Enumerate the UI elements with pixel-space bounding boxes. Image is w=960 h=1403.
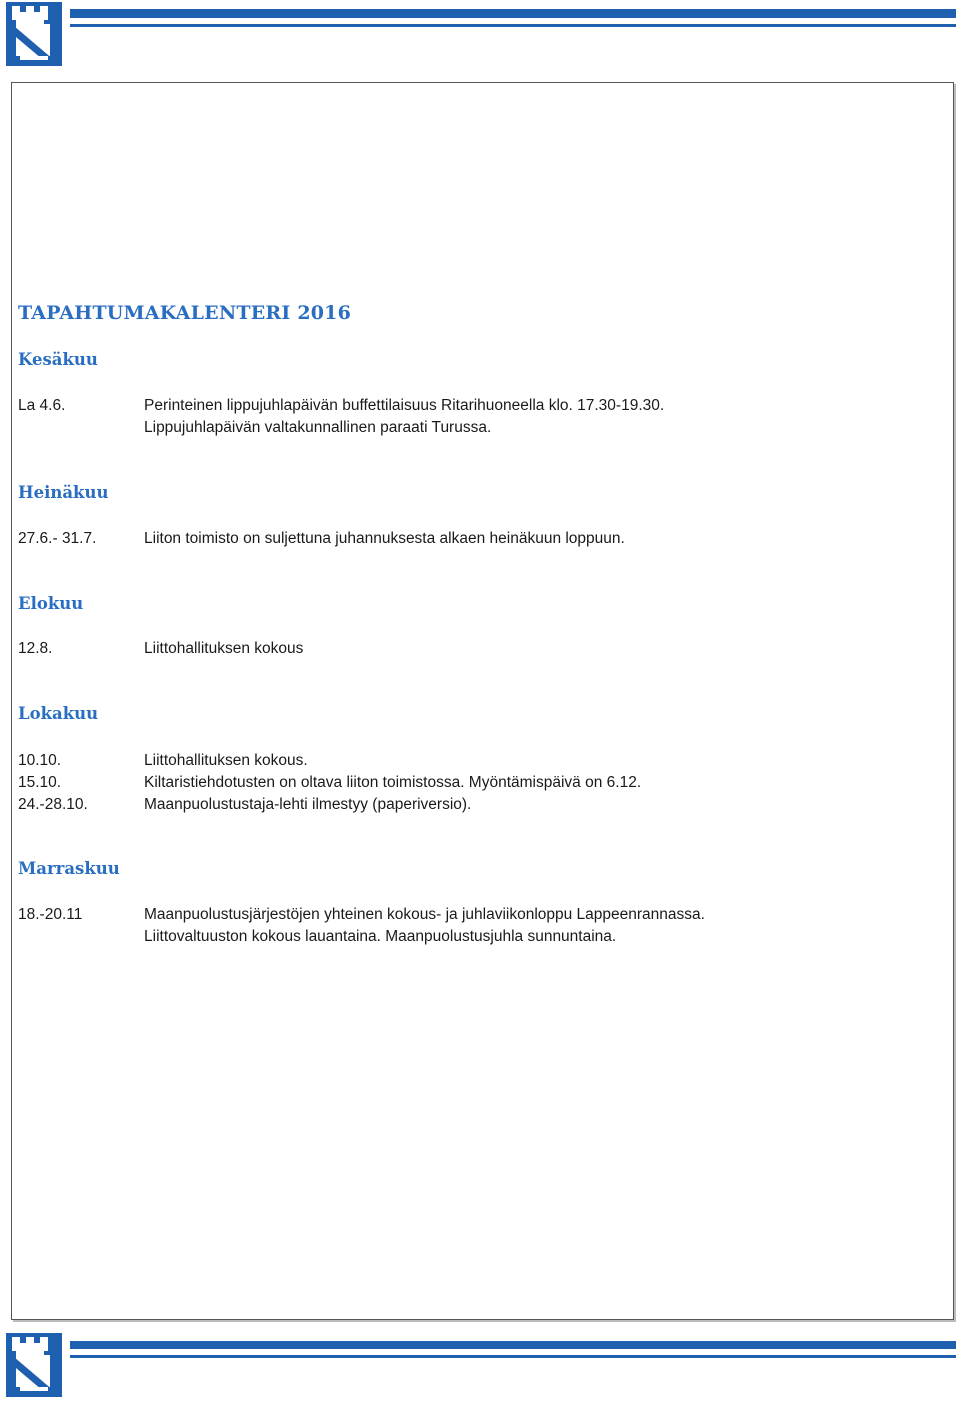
- event-description: Liittohallituksen kokous: [144, 640, 304, 657]
- event-date: 18.-20.11: [18, 906, 83, 923]
- footer-band-thick: [70, 1341, 956, 1349]
- event-description: Liiton toimisto on suljettuna juhannuksesta alkaen heinäkuun loppuun.: [144, 530, 625, 547]
- event-date: 27.6.- 31.7.: [18, 530, 97, 547]
- event-date: 24.-28.10.: [18, 796, 88, 813]
- event-description: Kiltaristiehdotusten on oltava liiton toimistossa. Myöntämispäivä on 6.12.: [144, 774, 642, 791]
- month-heading-elokuu: Elokuu: [18, 594, 84, 613]
- event-description: Perinteinen lippujuhlapäivän buffettilaisuus Ritarihuoneella klo. 17.30-19.30.: [144, 397, 665, 414]
- content-frame: [11, 82, 954, 1320]
- event-description: Maanpuolustustaja-lehti ilmestyy (paperiversio).: [144, 796, 472, 813]
- event-date: 12.8.: [18, 640, 53, 657]
- event-description: Maanpuolustusjärjestöjen yhteinen kokous- ja juhlaviikonloppu Lappeenrannassa.: [144, 906, 705, 923]
- event-date: 15.10.: [18, 774, 62, 791]
- event-date: La 4.6.: [18, 397, 66, 414]
- month-heading-lokakuu: Lokakuu: [18, 704, 99, 723]
- event-date: 10.10.: [18, 752, 62, 769]
- page-title: TAPAHTUMAKALENTERI 2016: [18, 302, 352, 324]
- header-band-thick: [70, 9, 956, 18]
- month-heading-marraskuu: Marraskuu: [18, 859, 120, 878]
- footer-band-thin: [70, 1355, 956, 1358]
- event-description: Liittovaltuuston kokous lauantaina. Maanpuolustusjuhla sunnuntaina.: [144, 928, 617, 945]
- month-heading-heinakuu: Heinäkuu: [18, 483, 109, 502]
- castle-tower-shield-icon: [6, 1333, 62, 1397]
- month-heading-kesakuu: Kesäkuu: [18, 350, 98, 369]
- castle-tower-shield-icon: [6, 2, 62, 66]
- event-description: Lippujuhlapäivän valtakunnallinen paraati Turussa.: [144, 419, 492, 436]
- logo-top: [6, 2, 62, 66]
- logo-bottom: [6, 1333, 62, 1397]
- header-band-thin: [70, 24, 956, 27]
- event-description: Liittohallituksen kokous.: [144, 752, 308, 769]
